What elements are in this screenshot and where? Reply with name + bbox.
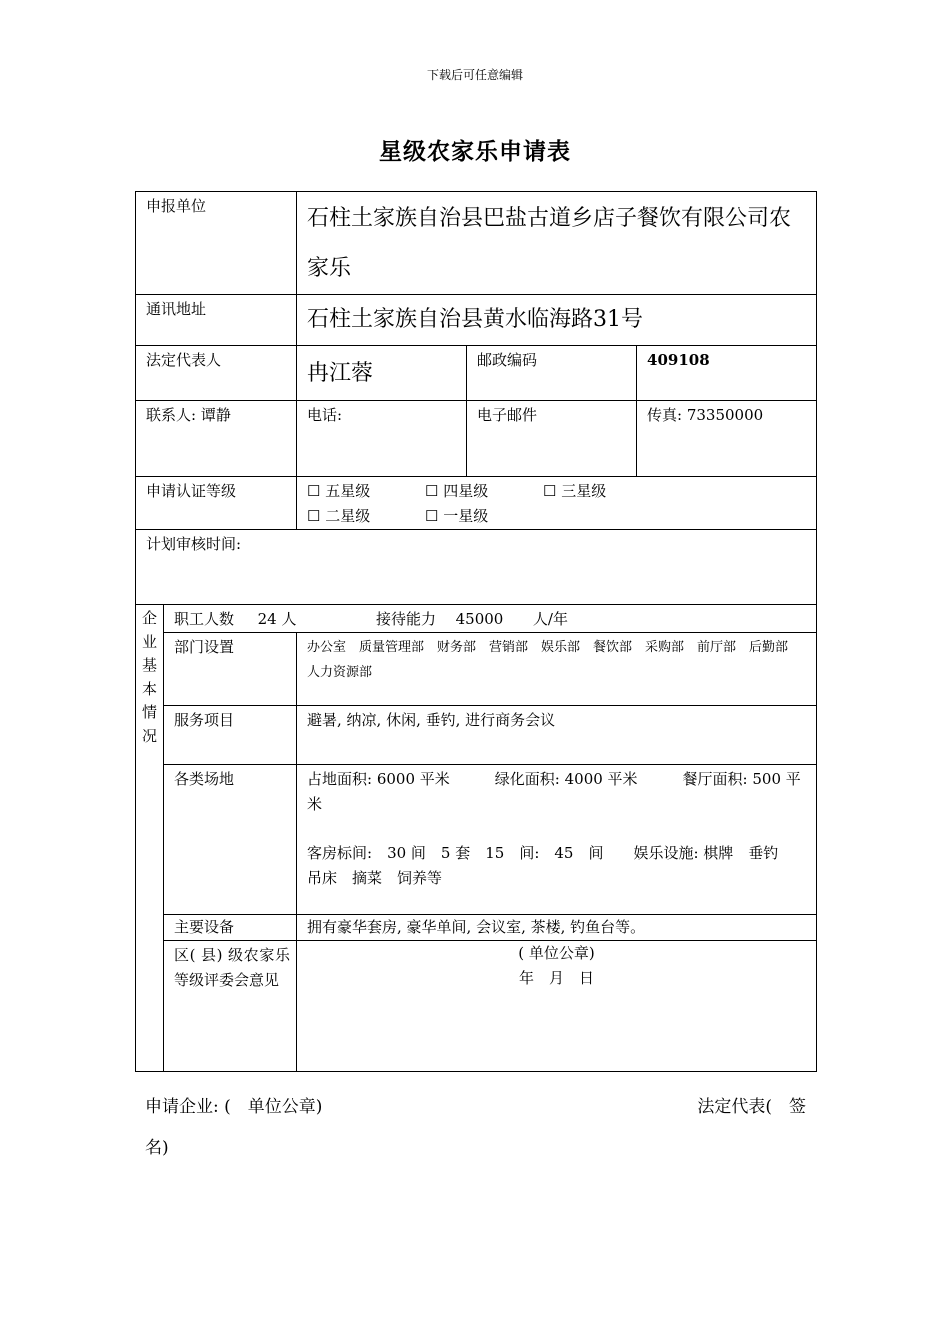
legal-rep-label: 法定代表人	[136, 346, 297, 401]
level-option-four[interactable]: ☐ 四星级	[425, 482, 489, 500]
address-label: 通讯地址	[136, 295, 297, 346]
capacity-label: 接待能力	[376, 610, 437, 628]
venue-rooms-line: 客房标间: 30 间 5 套 15 间: 45 间 娱乐设施: 棋牌 垂钓 吊床 摘菜 饲养等	[307, 844, 794, 887]
equip-label: 主要设备	[164, 915, 297, 941]
service-value: 避暑, 纳凉, 休闲, 垂钓, 进行商务会议	[297, 706, 817, 765]
unit-value: 石柱土家族自治县巴盐古道乡店子餐饮有限公司农家乐	[297, 192, 817, 295]
row-address	[136, 295, 817, 346]
applicant-sign-line: 申请企业: ( 单位公章)	[145, 1097, 323, 1117]
capacity-value: 45000	[455, 610, 504, 628]
row-departments	[136, 633, 817, 706]
opinion-label: 区( 县) 级农家乐等级评委会意见	[164, 941, 297, 1072]
row-equipment	[136, 915, 817, 941]
phone-label: 电话:	[297, 401, 467, 477]
level-label: 申请认证等级	[136, 477, 297, 530]
venue-label: 各类场地	[164, 765, 297, 915]
level-option-one[interactable]: ☐ 一星级	[425, 507, 489, 525]
row-opinion	[136, 941, 817, 1072]
legal-rep-value: 冉江蓉	[297, 346, 467, 401]
level-option-five[interactable]: ☐ 五星级	[307, 482, 371, 500]
row-contact	[136, 401, 817, 477]
postal-value: 409108	[637, 346, 817, 401]
level-option-two[interactable]: ☐ 二星级	[307, 507, 371, 525]
basic-info-side-label: 企 业 基 本 情 况	[136, 605, 164, 1072]
row-level	[136, 477, 817, 530]
dept-value: 办公室 质量管理部 财务部 营销部 娱乐部 餐饮部 采购部 前厅部 后勤部 人力资源部	[297, 633, 817, 706]
row-staff	[136, 605, 817, 633]
staff-value: 24	[257, 610, 277, 628]
dept-label: 部门设置	[164, 633, 297, 706]
contact-person: 联系人: 谭静	[136, 401, 297, 477]
fax-label: 传真: 73350000	[637, 401, 817, 477]
legal-sign-line: 法定代表( 签	[697, 1097, 806, 1117]
venue-area-line: 占地面积: 6000 平米 绿化面积: 4000 平米 餐厅面积: 500 平米	[307, 770, 801, 813]
row-unit	[136, 192, 817, 295]
application-form-table	[135, 191, 817, 1072]
review-time-label: 计划审核时间:	[136, 530, 817, 605]
level-option-three[interactable]: ☐ 三星级	[543, 482, 607, 500]
equip-value: 拥有豪华套房, 豪华单间, 会议室, 茶楼, 钓鱼台等。	[297, 915, 817, 941]
row-services	[136, 706, 817, 765]
level-options	[297, 477, 817, 530]
legal-sign-line-end: 名)	[145, 1138, 169, 1158]
page-title: 星级农家乐申请表	[379, 138, 571, 165]
email-label: 电子邮件	[467, 401, 637, 477]
row-venues	[136, 765, 817, 915]
address-value: 石柱土家族自治县黄水临海路31号	[297, 295, 817, 346]
staff-label: 职工人数	[174, 610, 235, 628]
seal-text: ( 单位公章)	[518, 944, 595, 962]
row-review-time	[136, 530, 817, 605]
postal-label: 邮政编码	[467, 346, 637, 401]
unit-label: 申报单位	[136, 192, 297, 295]
capacity-unit: 人/年	[532, 610, 568, 628]
row-legal-rep	[136, 346, 817, 401]
date-text: 年 月 日	[519, 969, 595, 987]
staff-unit: 人	[281, 610, 297, 628]
staff-capacity-line	[164, 605, 817, 633]
service-label: 服务项目	[164, 706, 297, 765]
header-note: 下载后可任意编辑	[426, 68, 523, 82]
